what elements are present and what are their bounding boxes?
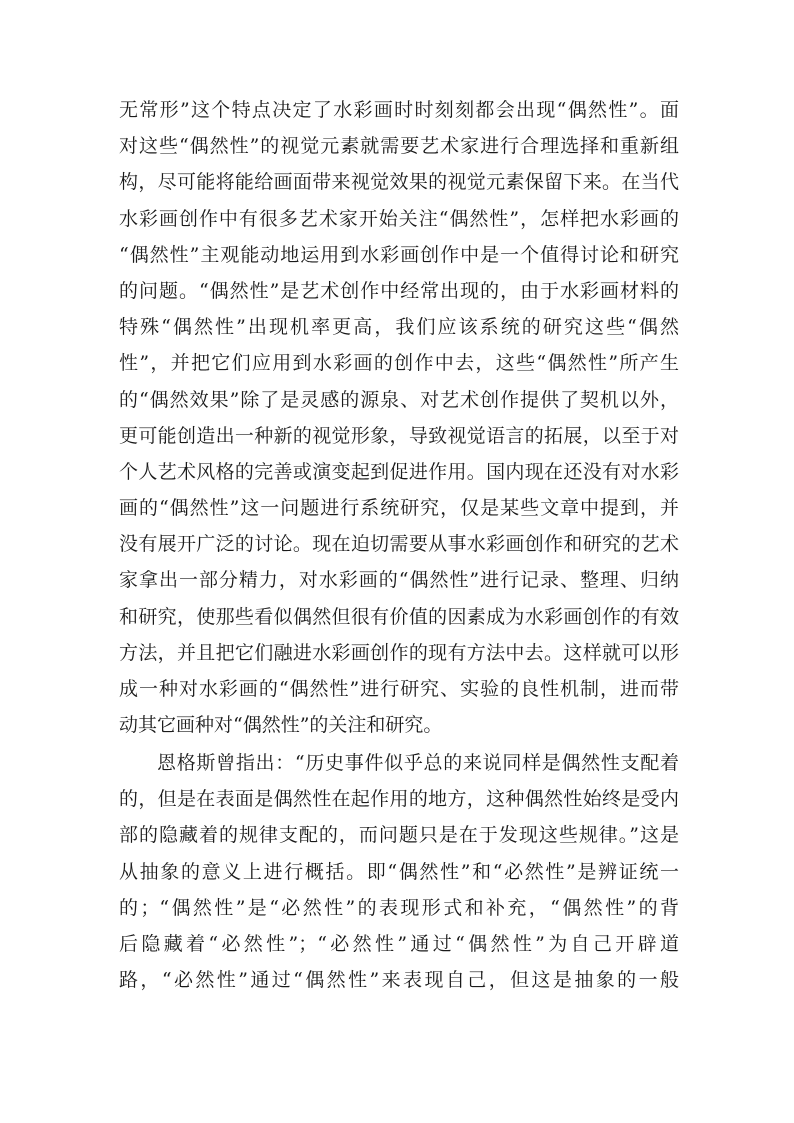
- text-line: “偶然性”主观能动地运用到水彩画创作中是一个值得讨论和研究: [119, 243, 679, 266]
- text-line: 没有展开广泛的讨论。现在迫切需要从事水彩画创作和研究的艺术: [119, 533, 679, 556]
- paragraph-1: [119, 92, 679, 743]
- text-line: 部的隐藏着的规律支配的，而问题只是在于发现这些规律。”这是: [119, 824, 679, 847]
- text-line: 水彩画创作中有很多艺术家开始关注“偶然性”，怎样把水彩画的: [119, 207, 679, 230]
- text-line: 构，尽可能将能给画面带来视觉效果的视觉元素保留下来。在当代: [119, 171, 679, 194]
- text-line: 成一种对水彩画的“偶然性”进行研究、实验的良性机制，进而带: [119, 678, 679, 700]
- text-line: 的问题。“偶然性”是艺术创作中经常出现的，由于水彩画材料的: [119, 279, 679, 302]
- paragraph-2: [119, 745, 679, 998]
- text-line: 的“偶然效果”除了是灵感的源泉、对艺术创作提供了契机以外，: [119, 388, 679, 411]
- text-line: 和研究，使那些看似偶然但很有价值的因素成为水彩画创作的有效: [119, 605, 679, 628]
- text-line: 的；“偶然性”是“必然性”的表现形式和补充，“偶然性”的背: [119, 896, 679, 919]
- text-line: 无常形”这个特点决定了水彩画时时刻刻都会出现“偶然性”。面: [119, 99, 679, 121]
- text-line: 个人艺术风格的完善或演变起到促进作用。国内现在还没有对水彩: [119, 460, 679, 483]
- text-line: 方法，并且把它们融进水彩画创作的现有方法中去。这样就可以形: [119, 641, 679, 664]
- text-line: 路，“必然性”通过“偶然性”来表现自己，但这是抽象的一般: [119, 969, 679, 992]
- text-line: 对这些“偶然性”的视觉元素就需要艺术家进行合理选择和重新组: [119, 135, 679, 158]
- text-line: 家拿出一部分精力，对水彩画的“偶然性”进行记录、整理、归纳: [119, 569, 679, 592]
- text-line: 性”，并把它们应用到水彩画的创作中去，这些“偶然性”所产生: [119, 352, 679, 375]
- text-line: 后隐藏着“必然性”；“必然性”通过“偶然性”为自己开辟道: [119, 932, 679, 955]
- text-line: 画的“偶然性”这一问题进行系统研究，仅是某些文章中提到，并: [119, 497, 679, 520]
- text-line: 的，但是在表面是偶然性在起作用的地方，这种偶然性始终是受内: [119, 788, 679, 811]
- text-line: 恩格斯曾指出：“历史事件似乎总的来说同样是偶然性支配着: [157, 752, 679, 774]
- text-line: 特殊“偶然性”出现机率更高，我们应该系统的研究这些“偶然: [119, 316, 679, 339]
- text-line: 更可能创造出一种新的视觉形象，导致视觉语言的拓展，以至于对: [119, 424, 679, 447]
- text-line: 从抽象的意义上进行概括。即“偶然性”和“必然性”是辨证统一: [119, 860, 679, 883]
- text-line: 动其它画种对“偶然性”的关注和研究。: [119, 714, 443, 737]
